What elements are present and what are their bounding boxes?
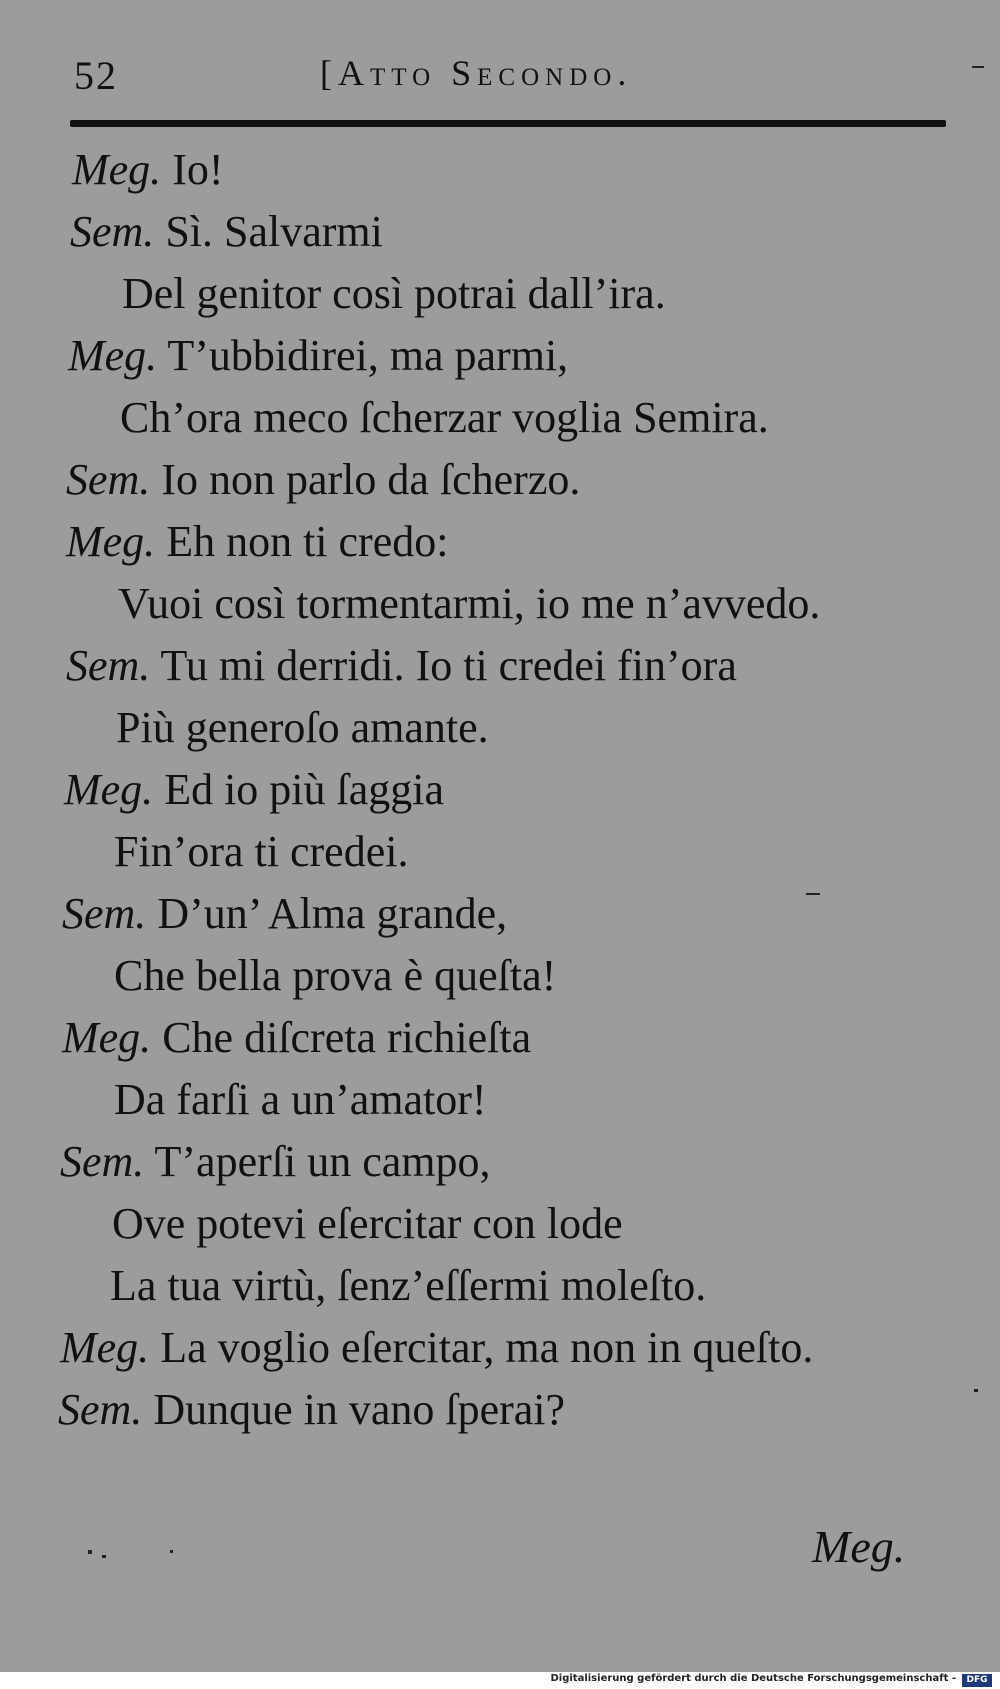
- verse-line: [64, 758, 444, 822]
- speaker-name: Meg.: [66, 517, 156, 566]
- verse-text: Ed io più ſaggia: [153, 765, 445, 814]
- verse-line: [66, 448, 580, 512]
- speaker-name: Sem.: [66, 641, 151, 690]
- verse-text: Io!: [161, 145, 224, 194]
- verse-line: [120, 386, 769, 450]
- verse-line: [110, 1254, 706, 1318]
- verse-text: Tu mi derridi. Io ti credei fin’ora: [150, 641, 737, 690]
- print-speck: [102, 1555, 106, 1558]
- verse-line: [112, 1192, 623, 1256]
- verse-text: Ove potevi eſercitar con lode: [112, 1199, 623, 1248]
- digitization-footer: [0, 1672, 1000, 1689]
- verse-text: D’un’ Alma grande,: [146, 889, 508, 938]
- verse-line: [60, 1316, 813, 1380]
- verse-line: [114, 944, 556, 1008]
- verse-line: [116, 696, 489, 760]
- page-header: [70, 52, 950, 102]
- verse-text: Sì. Salvarmi: [154, 207, 383, 256]
- verse-text: Fin’ora ti credei.: [114, 827, 409, 876]
- verse-text: Eh non ti credo:: [155, 517, 449, 566]
- running-head: [Atto Secondo.: [320, 53, 633, 93]
- verse-line: [60, 1130, 491, 1194]
- verse-line: [62, 882, 507, 946]
- verse-text: Ch’ora meco ſcherzar voglia Semira.: [120, 393, 769, 442]
- speaker-name: Sem.: [60, 1137, 145, 1186]
- verse-line: [118, 572, 820, 636]
- print-speck: [972, 66, 984, 68]
- print-speck: [88, 1550, 92, 1554]
- verse-text: T’ubbidirei, ma parmi,: [157, 331, 569, 380]
- speaker-name: Meg.: [72, 145, 162, 194]
- print-speck: [806, 893, 820, 895]
- verse-text: Più generoſo amante.: [116, 703, 489, 752]
- verse-text: Che diſcreta richieſta: [151, 1013, 532, 1062]
- verse-line: [68, 324, 568, 388]
- speaker-name: Sem.: [70, 207, 155, 256]
- verse-line: [72, 138, 224, 202]
- verse-text: Del genitor così potrai dall’ira.: [122, 269, 666, 318]
- speaker-name: Meg.: [62, 1013, 152, 1062]
- speaker-name: Sem.: [58, 1385, 143, 1434]
- header-rule: [70, 120, 946, 127]
- verse-line: [66, 634, 737, 698]
- digitization-credit: Digitalisierung gefördert durch die Deutsche Forschungsgemeinschaft -: [550, 1673, 956, 1684]
- verse-line: [58, 1378, 565, 1442]
- page-number: 52: [74, 53, 118, 98]
- verse-line: [114, 1068, 487, 1132]
- verse-line: [122, 262, 666, 326]
- print-speck: [170, 1550, 173, 1553]
- verse-text: Io non parlo da ſcherzo.: [150, 455, 581, 504]
- verse-text: Da farſi a un’amator!: [114, 1075, 487, 1124]
- dfg-logo: DFG: [962, 1674, 992, 1687]
- verse-line: [70, 200, 383, 264]
- verse-text: Vuoi così tormentarmi, io me n’avvedo.: [118, 579, 821, 628]
- speaker-name: Meg.: [68, 331, 158, 380]
- speaker-name: Sem.: [66, 455, 151, 504]
- verse-text: Dunque in vano ſperai?: [142, 1385, 566, 1434]
- speaker-name: Meg.: [60, 1323, 150, 1372]
- catchword: Meg.: [812, 1521, 906, 1572]
- speaker-name: Meg.: [64, 765, 154, 814]
- verse-line: [114, 820, 408, 884]
- verse-text: Che bella prova è queſta!: [114, 951, 557, 1000]
- verse-line: [66, 510, 448, 574]
- print-speck: [974, 1389, 978, 1392]
- verse-text: La voglio eſercitar, ma non in queſto.: [149, 1323, 814, 1372]
- speaker-name: Sem.: [62, 889, 147, 938]
- verse-text: La tua virtù, ſenz’eſſermi moleſto.: [110, 1261, 707, 1310]
- verse-line: [62, 1006, 531, 1070]
- verse-text: T’aperſi un campo,: [144, 1137, 491, 1186]
